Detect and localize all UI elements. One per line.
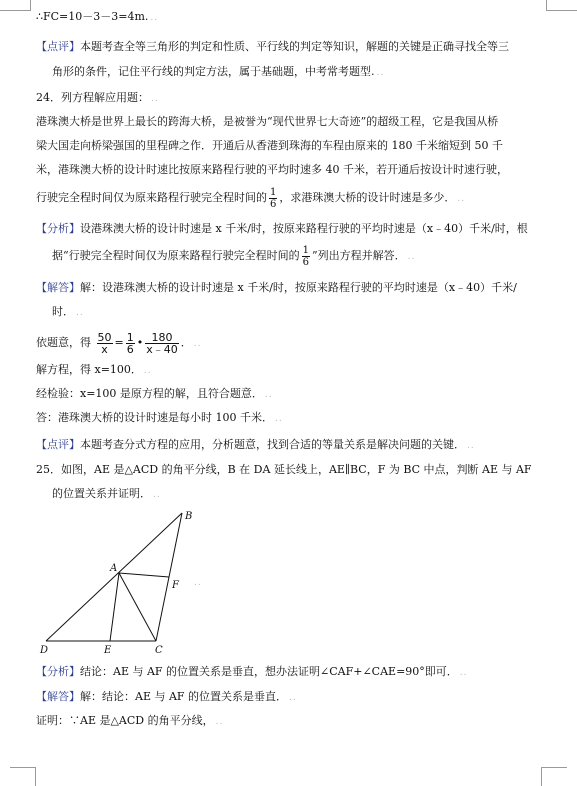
paragraph-marker: .. xyxy=(194,578,202,588)
label-E: E xyxy=(104,645,112,656)
text-line: 时． .. xyxy=(52,305,84,318)
line-AE xyxy=(110,573,119,641)
label-B: B xyxy=(185,511,193,522)
fraction-one-sixth: $\frac{1}{6}$ xyxy=(302,244,309,268)
solution-paragraph: 【解答】解：结论：AE 与 AF 的位置关系是垂直． .. xyxy=(36,690,297,703)
label-D: D xyxy=(40,645,49,656)
fraction-one-sixth: $\frac{1}{6}$ xyxy=(126,330,134,356)
crop-mark-top-right xyxy=(546,0,577,11)
analysis-paragraph: 据“行驶完全程时间仅为原来路程行驶完全程时间的 $\frac{1}{6}$ ”列出方程并解答． .. xyxy=(52,244,416,268)
line-AC xyxy=(119,573,156,641)
label-A: A xyxy=(110,563,118,574)
problem-text: 米，港珠澳大桥的设计时速比按原来路程行驶的平均时速多 40 千米，若开通后按设计时速行驶， xyxy=(36,163,508,176)
crop-mark-top-left xyxy=(0,0,31,11)
geometry-figure xyxy=(38,505,203,657)
crop-mark-bottom-right xyxy=(541,767,567,786)
crop-mark-bottom-left xyxy=(10,767,36,786)
solution-paragraph: 【解答】解：设港珠澳大桥的设计时速是 x 千米/时，按原来路程行驶的平均时速是（x﹣40）千米/ xyxy=(36,281,517,294)
comment-paragraph: 【点评】本题考查全等三角形的判定和性质、平行线的判定等知识，解题的关键是正确寻找全等三 xyxy=(36,40,509,53)
problem-text: 梁大国走向桥梁强国的里程碑之作．开通后从香港到珠海的车程由原来的 180 千米缩短到 50 千 xyxy=(36,139,503,152)
fraction-one-sixth: $\frac{1}{6}$ xyxy=(270,186,277,210)
text-line: ∴FC=10－3－3=4m. .. xyxy=(36,10,159,23)
text-line: 角形的条件，记住平行线的判定方法，属于基础题，中考常考题型. .. xyxy=(52,65,385,78)
text-line: 证明：∵AE 是△ACD 的角平分线， .. xyxy=(36,714,224,727)
analysis-paragraph: 【分析】结论：AE 与 AF 的位置关系是垂直，想办法证明∠CAF+∠CAE=90°即可． .. xyxy=(36,665,468,678)
fraction-50-over-x: $\frac{50}{x}$ xyxy=(97,330,112,356)
problem-text: 行驶完全程时间仅为原来路程行驶完全程时间的 $\frac{1}{6}$ ，求港珠澳大桥的设计时速是多少． .. xyxy=(36,186,466,210)
question-number: 25．如图，AE 是△ACD 的角平分线，B 在 DA 延长线上，AE∥BC，F 为 BC 中点，判断 AE 与 AF xyxy=(36,463,532,476)
question-number: 24．列方程解应用题： .. xyxy=(36,91,159,104)
equation-line: 依题意，得 $\frac{50}{x}$ = $\frac{1}{6}$ • $\frac{180}{x﹣40}$ ． .. xyxy=(36,330,202,356)
text-line: 解方程，得 x=100． .. xyxy=(36,363,152,376)
text-line: 经检验：x=100 是原方程的解，且符合题意． .. xyxy=(36,387,273,400)
line-AF xyxy=(119,573,169,577)
analysis-paragraph: 【分析】设港珠澳大桥的设计时速是 x 千米/时，按原来路程行驶的平均时速是（x﹣40）千米/时，根 xyxy=(36,222,528,235)
label-C: C xyxy=(155,645,163,656)
fraction-180-over-x-minus-40: $\frac{180}{x﹣40}$ xyxy=(146,330,178,356)
line-DB xyxy=(46,513,182,641)
problem-text: 港珠澳大桥是世界上最长的跨海大桥，是被誉为“现代世界七大奇迹”的超级工程，它是我国从桥 xyxy=(36,115,499,128)
text-line: 的位置关系并证明． .. xyxy=(52,487,161,500)
label-F: F xyxy=(172,580,179,591)
text-line: 答：港珠澳大桥的设计时速是每小时 100 千米． .. xyxy=(36,411,283,424)
comment-paragraph: 【点评】本题考查分式方程的应用，分析题意，找到合适的等量关系是解决问题的关键． .. xyxy=(36,438,475,451)
